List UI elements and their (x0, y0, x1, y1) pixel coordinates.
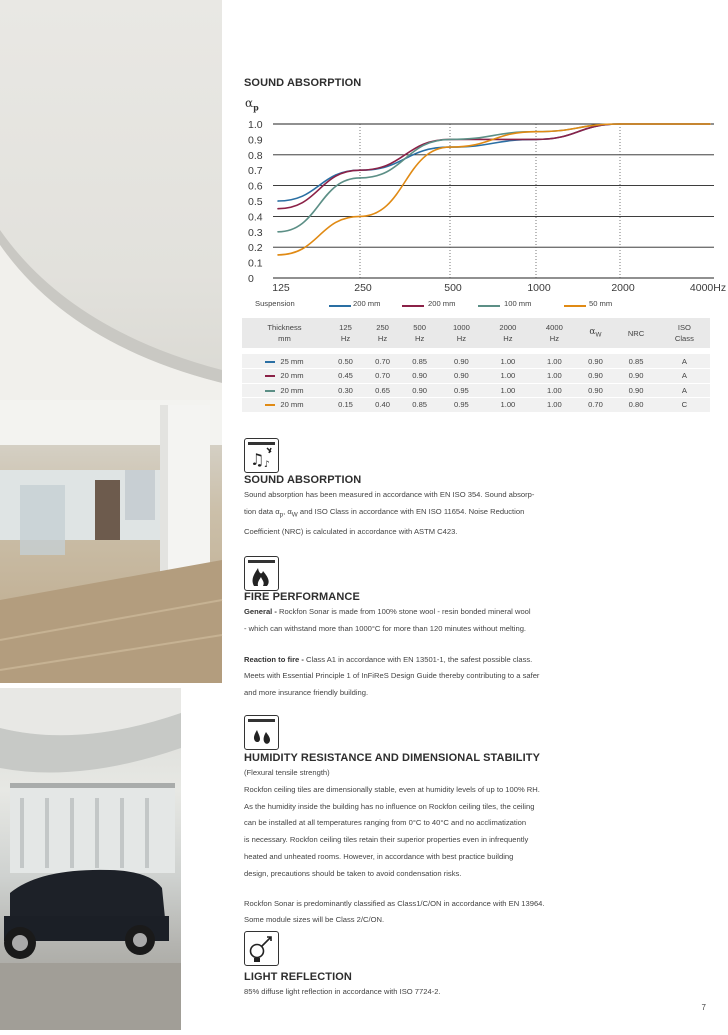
table-cell: 0.95 (438, 383, 484, 398)
th-alpha-w: $\alpha_W$ (578, 318, 614, 348)
table-cell: 0.90 (401, 369, 438, 384)
table-cell: 1.00 (485, 369, 531, 384)
sound-section-title: SOUND ABSORPTION (244, 474, 362, 486)
table-cell: 20 mm (242, 383, 327, 398)
series-point (709, 123, 711, 125)
table-cell: 0.90 (613, 369, 658, 384)
y-tick-label: 0.5 (248, 196, 263, 208)
table-cell: 0.70 (364, 354, 401, 369)
table-cell: 1.00 (531, 354, 577, 369)
legend-label-4: 50 mm (589, 299, 613, 308)
legend-swatch-2 (402, 305, 424, 307)
fire-reaction-line-3: and more insurance friendly building. (244, 688, 369, 698)
series-point (277, 231, 279, 233)
y-tick-label: 0.3 (248, 226, 263, 239)
legend-swatch-3 (478, 305, 500, 307)
humidity-class-line: Rockfon Sonar is predominantly classified as Class1/C/ON in accordance with EN 13964. (244, 898, 545, 908)
table-cell: 1.00 (485, 383, 531, 398)
x-tick-label: 1000 (527, 282, 551, 294)
legend-suspension-label: Suspension (255, 299, 295, 308)
table-cell: A (659, 354, 710, 369)
x-tick-label: 4000Hz (689, 282, 727, 294)
series-point (277, 208, 279, 210)
row-color-swatch (265, 390, 275, 392)
series-point (277, 254, 279, 256)
y-tick-label: 0.7 (248, 165, 263, 178)
svg-text:♫: ♫ (250, 450, 265, 469)
light-bulb-icon (244, 931, 279, 966)
th-iso: ISO Class (659, 318, 710, 348)
table-cell: 25 mm (242, 354, 327, 369)
page-number: 7 (701, 1003, 706, 1012)
row-color-swatch (265, 404, 275, 406)
svg-text:♪: ♪ (264, 460, 270, 470)
table-cell: 0.30 (327, 383, 364, 398)
flame-icon (244, 556, 279, 591)
humidity-class-line: Some module sizes will be Class 2/C/ON. (244, 915, 385, 925)
th-4000: 4000 Hz (531, 318, 577, 348)
table-cell: 0.90 (401, 383, 438, 398)
row-color-swatch (265, 361, 275, 363)
showroom-photo-bottom (0, 688, 181, 1030)
th-250: 250 Hz (364, 318, 401, 348)
y-tick-label: 0.2 (248, 242, 263, 255)
th-2000: 2000 Hz (485, 318, 531, 348)
legend-label-3: 100 mm (504, 299, 532, 308)
humidity-icon (244, 715, 279, 750)
humidity-section-text (244, 765, 644, 929)
th-1000: 1000 Hz (438, 318, 484, 348)
table-cell: 0.90 (613, 383, 658, 398)
x-tick-label: 125 (272, 282, 290, 294)
light-section-text: 85% diffuse light reflection in accordance with ISO 7724-2. (244, 987, 441, 996)
table-cell: 0.70 (364, 369, 401, 384)
legend-label-1: 200 mm (353, 299, 381, 308)
table-header-row (242, 318, 710, 348)
th-thickness: Thickness mm (242, 318, 327, 348)
humidity-line: (Flexural tensile strength) (244, 768, 330, 777)
humidity-line: heated and unheated rooms. However, in accordance with best practice building (244, 851, 514, 861)
fire-general-line-2: - which can withstand more than 1000°C for more than 120 minutes without melting. (244, 623, 527, 633)
humidity-section-title: HUMIDITY RESISTANCE AND DIMENSIONAL STABILITY (244, 752, 541, 764)
table-cell: 1.00 (531, 383, 577, 398)
table-cell: 1.00 (531, 369, 577, 384)
table-cell: 0.70 (578, 398, 614, 413)
table-row (242, 354, 710, 369)
table-cell: 20 mm (242, 369, 327, 384)
row-color-swatch (265, 375, 275, 377)
table-cell: 0.15 (327, 398, 364, 413)
table-cell: 0.95 (438, 398, 484, 413)
table-cell: 0.90 (578, 354, 614, 369)
x-tick-label: 2000 (611, 282, 635, 294)
y-tick-label: 0.9 (248, 134, 263, 147)
fire-reaction-line-2: Meets with Essential Principle 1 of InFiReS Design Guide thereby contributing to a safer (244, 671, 540, 681)
series-point (619, 123, 621, 125)
series-point (359, 169, 361, 171)
sound-line-1: Sound absorption has been measured in accordance with EN ISO 354. Sound absorp- (244, 490, 535, 499)
humidity-line: can be installed at all temperatures ranging from 0°C to 40°C and no acclimatization (244, 818, 527, 828)
table-cell: 0.80 (613, 398, 658, 413)
humidity-line: design, precautions should be taken to avoid condensation risks. (244, 868, 462, 878)
showroom-photo-top (0, 0, 222, 683)
y-axis-label: $\alpha_p$ (245, 96, 259, 113)
fire-section-title: FIRE PERFORMANCE (244, 591, 360, 603)
y-tick-label: 0.6 (248, 180, 263, 193)
y-tick-label: 1.0 (248, 119, 263, 131)
x-tick-label: 250 (354, 282, 372, 294)
sound-line-2: tion data $\alpha_p$, $\alpha_W$ and ISO Class in accordance with EN ISO 11654. Noise Reduction (244, 506, 525, 519)
series-point (449, 139, 451, 141)
table-cell: A (659, 369, 710, 384)
legend-swatch-1 (329, 305, 351, 307)
table-cell: 20 mm (242, 398, 327, 413)
table-row (242, 383, 710, 398)
series-point (359, 177, 361, 179)
table-cell: 0.40 (364, 398, 401, 413)
table-cell: 0.65 (364, 383, 401, 398)
table-cell: 0.90 (578, 369, 614, 384)
series-point (277, 200, 279, 202)
fire-general-line-1: General - Rockfon Sonar is made from 100% stone wool - resin bonded mineral wool (244, 607, 531, 616)
table-cell: 0.85 (401, 354, 438, 369)
sound-icon (244, 438, 279, 473)
th-nrc: NRC (613, 318, 658, 348)
table-row (242, 398, 710, 413)
y-tick-label: 0.8 (248, 149, 263, 162)
table-cell: C (659, 398, 710, 413)
humidity-line: is necessary. Rockfon ceiling tiles retain their superior properties even in infrequently (244, 835, 529, 845)
th-125: 125 Hz (327, 318, 364, 348)
series-point (535, 139, 537, 141)
legend-swatch-4 (564, 305, 586, 307)
table-cell: 1.00 (531, 398, 577, 413)
y-tick-label: 0 (248, 273, 254, 285)
x-tick-label: 500 (444, 282, 462, 294)
light-section-title: LIGHT REFLECTION (244, 971, 352, 983)
table-cell: 1.00 (485, 398, 531, 413)
humidity-line: As the humidity inside the building has no influence on Rockfon ceiling tiles, the ceiling (244, 801, 535, 811)
table-cell: 1.00 (485, 354, 531, 369)
series-point (449, 146, 451, 148)
table-cell: 0.90 (438, 354, 484, 369)
table-cell: 0.85 (613, 354, 658, 369)
chart-section-title: SOUND ABSORPTION (244, 77, 362, 89)
sound-absorption-chart (240, 95, 727, 295)
fire-section-text (244, 604, 644, 702)
sound-line-3: Coefficient (NRC) is calculated in accordance with ASTM C423. (244, 527, 458, 537)
table-cell: A (659, 383, 710, 398)
absorption-table (242, 318, 710, 413)
table-cell: 0.50 (327, 354, 364, 369)
th-500: 500 Hz (401, 318, 438, 348)
legend-label-2: 200 mm (428, 299, 456, 308)
y-tick-label: 0.4 (248, 211, 263, 224)
table-cell: 0.90 (578, 383, 614, 398)
table-row (242, 369, 710, 384)
series-point (359, 216, 361, 218)
fire-reaction-line-1: Reaction to fire - Class A1 in accordance with EN 13501-1, the safest possible class. (244, 654, 533, 664)
table-cell: 0.90 (438, 369, 484, 384)
table-cell: 0.45 (327, 369, 364, 384)
sound-section-text (244, 487, 644, 541)
y-tick-label: 0.1 (248, 257, 263, 270)
table-cell: 0.85 (401, 398, 438, 413)
series-point (535, 131, 537, 133)
chart-legend (255, 298, 715, 312)
humidity-line: Rockfon ceiling tiles are dimensionally stable, even at humidity levels of up to 100% RH. (244, 784, 540, 794)
series-line-2 (278, 124, 710, 209)
